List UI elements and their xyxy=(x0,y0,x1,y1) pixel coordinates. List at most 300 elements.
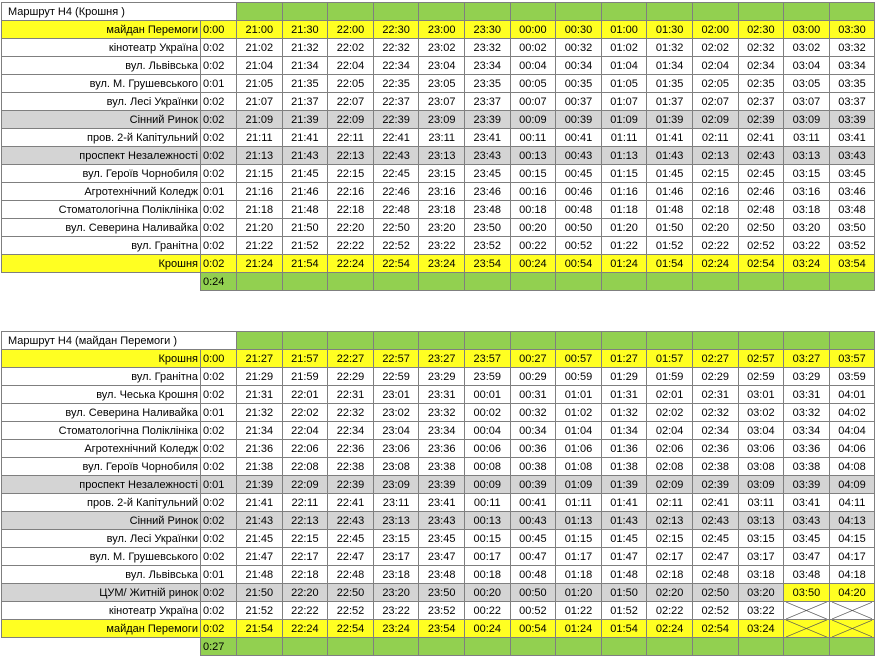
departure-time: 01:50 xyxy=(601,584,647,602)
departure-time: 01:13 xyxy=(601,147,647,165)
stop-name: вул. Северина Наливайка xyxy=(2,219,201,237)
departure-time: 01:45 xyxy=(601,530,647,548)
departure-time: 22:54 xyxy=(328,620,374,638)
departure-time: 03:24 xyxy=(738,620,784,638)
departure-time: 03:41 xyxy=(829,129,875,147)
departure-time: 23:02 xyxy=(419,39,465,57)
departure-time: 22:02 xyxy=(282,404,328,422)
departure-time: 23:18 xyxy=(419,201,465,219)
footer-green-cell xyxy=(328,638,374,656)
departure-time: 03:50 xyxy=(829,219,875,237)
departure-time: 03:05 xyxy=(784,75,830,93)
route-title-row xyxy=(2,3,875,21)
departure-time: 00:04 xyxy=(510,57,556,75)
departure-time: 00:35 xyxy=(556,75,602,93)
departure-time: 02:11 xyxy=(647,494,693,512)
stop-row xyxy=(2,476,875,494)
departure-time: 23:02 xyxy=(373,404,419,422)
departure-time: 22:30 xyxy=(373,21,419,39)
departure-time: 01:20 xyxy=(601,219,647,237)
departure-time: 04:13 xyxy=(829,512,875,530)
total-duration-row xyxy=(2,638,875,656)
stop-name: вул. Гранітна xyxy=(2,237,201,255)
departure-time: 00:22 xyxy=(510,237,556,255)
departure-time: 23:04 xyxy=(373,422,419,440)
departure-time: 23:41 xyxy=(419,494,465,512)
departure-time: 03:00 xyxy=(784,21,830,39)
departure-time: 02:41 xyxy=(738,129,784,147)
stop-row xyxy=(2,219,875,237)
departure-time: 23:22 xyxy=(373,602,419,620)
departure-time: 02:04 xyxy=(647,422,693,440)
departure-time: 00:24 xyxy=(510,255,556,273)
departure-time: 21:30 xyxy=(282,21,328,39)
departure-time: 03:27 xyxy=(784,350,830,368)
departure-time: 01:05 xyxy=(601,75,647,93)
departure-time: 23:54 xyxy=(419,620,465,638)
departure-time: 01:24 xyxy=(556,620,602,638)
header-green-cell xyxy=(510,3,556,21)
departure-time: 04:20 xyxy=(829,584,875,602)
departure-time: 01:09 xyxy=(556,476,602,494)
departure-time: 03:24 xyxy=(784,255,830,273)
departure-time: 00:36 xyxy=(510,440,556,458)
departure-time: 23:38 xyxy=(419,458,465,476)
departure-time: 03:20 xyxy=(738,584,784,602)
departure-time: 04:06 xyxy=(829,440,875,458)
departure-time: 21:59 xyxy=(282,368,328,386)
departure-time: 02:32 xyxy=(738,39,784,57)
departure-time: 02:31 xyxy=(692,386,738,404)
stop-row xyxy=(2,368,875,386)
departure-time: 23:09 xyxy=(419,111,465,129)
departure-time: 21:22 xyxy=(237,237,283,255)
stop-interval: 0:02 xyxy=(201,165,237,183)
departure-time: 01:08 xyxy=(556,458,602,476)
departure-time: 21:38 xyxy=(237,458,283,476)
departure-time: 21:00 xyxy=(237,21,283,39)
departure-time: 03:01 xyxy=(738,386,784,404)
departure-time: 01:13 xyxy=(556,512,602,530)
stop-interval: 0:02 xyxy=(201,512,237,530)
stop-row xyxy=(2,237,875,255)
departure-time: 23:31 xyxy=(419,386,465,404)
footer-green-cell xyxy=(464,638,510,656)
footer-green-cell xyxy=(829,638,875,656)
departure-time: 21:41 xyxy=(237,494,283,512)
departure-time: 02:15 xyxy=(647,530,693,548)
stop-row xyxy=(2,440,875,458)
departure-time: 00:29 xyxy=(510,368,556,386)
departure-time: 02:52 xyxy=(738,237,784,255)
departure-time: 02:18 xyxy=(647,566,693,584)
header-green-cell xyxy=(556,3,602,21)
departure-time: 21:34 xyxy=(282,57,328,75)
departure-time: 22:11 xyxy=(328,129,374,147)
header-green-cell xyxy=(601,332,647,350)
stop-interval: 0:02 xyxy=(201,201,237,219)
departure-time: 02:00 xyxy=(692,21,738,39)
departure-time: 00:43 xyxy=(556,147,602,165)
stop-interval: 0:02 xyxy=(201,620,237,638)
departure-time: 22:09 xyxy=(282,476,328,494)
stop-row xyxy=(2,404,875,422)
schedule-table-to-kroshnia xyxy=(1,2,875,291)
departure-time: 04:18 xyxy=(829,566,875,584)
departure-time: 02:17 xyxy=(647,548,693,566)
departure-time: 23:11 xyxy=(419,129,465,147)
departure-time: 02:38 xyxy=(692,458,738,476)
departure-time: 21:54 xyxy=(237,620,283,638)
departure-time: 21:43 xyxy=(282,147,328,165)
stop-row xyxy=(2,183,875,201)
departure-time: 22:09 xyxy=(328,111,374,129)
footer-green-cell xyxy=(237,273,283,291)
stop-name: вул. М. Грушевського xyxy=(2,548,201,566)
footer-green-cell xyxy=(510,273,556,291)
departure-time: 02:50 xyxy=(738,219,784,237)
departure-time: 02:35 xyxy=(738,75,784,93)
footer-green-cell xyxy=(692,638,738,656)
departure-time: 22:48 xyxy=(328,566,374,584)
departure-time: 02:29 xyxy=(692,368,738,386)
departure-time: 03:13 xyxy=(784,147,830,165)
departure-time: 00:39 xyxy=(556,111,602,129)
departure-time: 02:48 xyxy=(738,201,784,219)
departure-time: 00:54 xyxy=(510,620,556,638)
departure-time: 00:45 xyxy=(510,530,556,548)
departure-time: 01:09 xyxy=(601,111,647,129)
departure-time: 03:34 xyxy=(784,422,830,440)
departure-time: 21:16 xyxy=(237,183,283,201)
departure-time: 22:32 xyxy=(373,39,419,57)
departure-time: 22:22 xyxy=(282,602,328,620)
footer-green-cell xyxy=(692,273,738,291)
departure-time: 22:15 xyxy=(282,530,328,548)
stop-interval: 0:02 xyxy=(201,368,237,386)
departure-time: 01:54 xyxy=(647,255,693,273)
departure-time: 04:09 xyxy=(829,476,875,494)
stop-name: кінотеатр Україна xyxy=(2,602,201,620)
header-green-cell xyxy=(556,332,602,350)
stop-name: вул. Львівська xyxy=(2,57,201,75)
departure-time: 01:59 xyxy=(647,368,693,386)
departure-time: 01:45 xyxy=(647,165,693,183)
stop-row xyxy=(2,386,875,404)
departure-time: 02:09 xyxy=(647,476,693,494)
departure-time: 23:48 xyxy=(419,566,465,584)
departure-time: 21:15 xyxy=(237,165,283,183)
departure-time: 01:04 xyxy=(601,57,647,75)
stop-name: Крошня xyxy=(2,350,201,368)
departure-time: 22:01 xyxy=(282,386,328,404)
departure-time: 22:36 xyxy=(328,440,374,458)
departure-time: 22:47 xyxy=(328,548,374,566)
header-green-cell xyxy=(328,332,374,350)
departure-time: 00:13 xyxy=(464,512,510,530)
departure-time: 23:30 xyxy=(464,21,510,39)
departure-time: 22:20 xyxy=(328,219,374,237)
stop-row xyxy=(2,602,875,620)
departure-time: 21:45 xyxy=(237,530,283,548)
departure-time: 22:22 xyxy=(328,237,374,255)
departure-time: 21:18 xyxy=(237,201,283,219)
footer-green-cell xyxy=(738,638,784,656)
departure-time: 03:50 xyxy=(784,584,830,602)
stop-interval: 0:01 xyxy=(201,183,237,201)
departure-time: 23:47 xyxy=(419,548,465,566)
departure-time: 00:34 xyxy=(510,422,556,440)
departure-time: 22:08 xyxy=(282,458,328,476)
departure-time: 02:04 xyxy=(692,57,738,75)
departure-time: 03:45 xyxy=(784,530,830,548)
stop-row xyxy=(2,147,875,165)
footer-blank xyxy=(2,638,201,656)
departure-time: 03:06 xyxy=(738,440,784,458)
stop-interval: 0:02 xyxy=(201,147,237,165)
stop-name: Крошня xyxy=(2,255,201,273)
no-trip-cell xyxy=(784,620,830,638)
departure-time: 00:45 xyxy=(556,165,602,183)
stop-interval: 0:02 xyxy=(201,494,237,512)
departure-time: 23:22 xyxy=(419,237,465,255)
header-green-cell xyxy=(237,3,283,21)
departure-time: 23:00 xyxy=(419,21,465,39)
departure-time: 02:20 xyxy=(647,584,693,602)
header-green-cell xyxy=(692,332,738,350)
departure-time: 00:01 xyxy=(464,386,510,404)
footer-green-cell xyxy=(784,638,830,656)
departure-time: 02:22 xyxy=(692,237,738,255)
departure-time: 23:16 xyxy=(419,183,465,201)
header-green-cell xyxy=(328,3,374,21)
departure-time: 00:39 xyxy=(510,476,556,494)
departure-time: 00:11 xyxy=(464,494,510,512)
departure-time: 01:34 xyxy=(647,57,693,75)
departure-time: 23:36 xyxy=(419,440,465,458)
departure-time: 21:41 xyxy=(282,129,328,147)
stop-interval: 0:00 xyxy=(201,21,237,39)
departure-time: 02:20 xyxy=(692,219,738,237)
departure-time: 23:15 xyxy=(373,530,419,548)
footer-green-cell xyxy=(829,273,875,291)
departure-time: 02:46 xyxy=(738,183,784,201)
departure-time: 21:57 xyxy=(282,350,328,368)
departure-time: 02:37 xyxy=(738,93,784,111)
header-green-cell xyxy=(464,332,510,350)
departure-time: 04:04 xyxy=(829,422,875,440)
departure-time: 00:34 xyxy=(556,57,602,75)
departure-time: 23:39 xyxy=(464,111,510,129)
departure-time: 02:02 xyxy=(692,39,738,57)
stop-row xyxy=(2,530,875,548)
departure-time: 01:22 xyxy=(556,602,602,620)
departure-time: 23:24 xyxy=(373,620,419,638)
route-title-row xyxy=(2,332,875,350)
stop-name: майдан Перемоги xyxy=(2,620,201,638)
stop-name: Сінний Ринок xyxy=(2,512,201,530)
departure-time: 03:16 xyxy=(784,183,830,201)
stop-name: ЦУМ/ Житній ринок xyxy=(2,584,201,602)
departure-time: 22:13 xyxy=(282,512,328,530)
departure-time: 03:30 xyxy=(829,21,875,39)
footer-green-cell xyxy=(373,273,419,291)
stop-row xyxy=(2,350,875,368)
footer-green-cell xyxy=(419,273,465,291)
departure-time: 23:32 xyxy=(464,39,510,57)
stop-name: вул. Гранітна xyxy=(2,368,201,386)
departure-time: 01:18 xyxy=(556,566,602,584)
departure-time: 03:20 xyxy=(784,219,830,237)
departure-time: 00:00 xyxy=(510,21,556,39)
departure-time: 21:32 xyxy=(237,404,283,422)
total-duration-row xyxy=(2,273,875,291)
departure-time: 00:18 xyxy=(464,566,510,584)
departure-time: 00:37 xyxy=(556,93,602,111)
departure-time: 23:18 xyxy=(373,566,419,584)
departure-time: 00:47 xyxy=(510,548,556,566)
header-green-cell xyxy=(237,332,283,350)
departure-time: 22:00 xyxy=(328,21,374,39)
departure-time: 22:37 xyxy=(373,93,419,111)
departure-time: 01:43 xyxy=(601,512,647,530)
departure-time: 23:57 xyxy=(464,350,510,368)
stop-name: майдан Перемоги xyxy=(2,21,201,39)
departure-time: 00:41 xyxy=(510,494,556,512)
schedule-table-to-maidan xyxy=(1,331,875,656)
stop-name: пров. 2-й Капітульний xyxy=(2,494,201,512)
header-green-cell xyxy=(784,332,830,350)
stop-name: вул. Северина Наливайка xyxy=(2,404,201,422)
stop-row xyxy=(2,566,875,584)
departure-time: 01:22 xyxy=(601,237,647,255)
departure-time: 03:48 xyxy=(829,201,875,219)
header-green-cell xyxy=(510,332,556,350)
stop-interval: 0:00 xyxy=(201,350,237,368)
departure-time: 01:15 xyxy=(601,165,647,183)
departure-time: 01:11 xyxy=(556,494,602,512)
departure-time: 04:08 xyxy=(829,458,875,476)
departure-time: 22:16 xyxy=(328,183,374,201)
departure-time: 01:18 xyxy=(601,201,647,219)
departure-time: 00:07 xyxy=(510,93,556,111)
departure-time: 01:36 xyxy=(601,440,647,458)
stop-row xyxy=(2,39,875,57)
stop-row xyxy=(2,422,875,440)
departure-time: 01:32 xyxy=(601,404,647,422)
departure-time: 00:17 xyxy=(464,548,510,566)
stop-row xyxy=(2,57,875,75)
departure-time: 23:20 xyxy=(419,219,465,237)
departure-time: 00:50 xyxy=(510,584,556,602)
stop-interval: 0:02 xyxy=(201,548,237,566)
departure-time: 22:24 xyxy=(328,255,374,273)
header-green-cell xyxy=(738,3,784,21)
departure-time: 23:08 xyxy=(373,458,419,476)
stop-row xyxy=(2,111,875,129)
departure-time: 01:04 xyxy=(556,422,602,440)
departure-time: 02:34 xyxy=(738,57,784,75)
departure-time: 03:08 xyxy=(738,458,784,476)
departure-time: 21:32 xyxy=(282,39,328,57)
departure-time: 21:47 xyxy=(237,548,283,566)
departure-time: 03:11 xyxy=(738,494,784,512)
departure-time: 23:11 xyxy=(373,494,419,512)
departure-time: 03:18 xyxy=(784,201,830,219)
stop-name: вул. Львівська xyxy=(2,566,201,584)
departure-time: 21:20 xyxy=(237,219,283,237)
departure-time: 23:48 xyxy=(464,201,510,219)
departure-time: 03:07 xyxy=(784,93,830,111)
departure-time: 02:32 xyxy=(692,404,738,422)
departure-time: 00:43 xyxy=(510,512,556,530)
departure-time: 02:39 xyxy=(692,476,738,494)
departure-time: 01:38 xyxy=(601,458,647,476)
departure-time: 04:11 xyxy=(829,494,875,512)
departure-time: 03:15 xyxy=(784,165,830,183)
departure-time: 21:09 xyxy=(237,111,283,129)
departure-time: 22:43 xyxy=(373,147,419,165)
stop-name: вул. Лесі Українки xyxy=(2,530,201,548)
departure-time: 23:09 xyxy=(373,476,419,494)
departure-time: 03:38 xyxy=(784,458,830,476)
departure-time: 21:46 xyxy=(282,183,328,201)
header-green-cell xyxy=(784,3,830,21)
stop-row xyxy=(2,21,875,39)
departure-time: 04:15 xyxy=(829,530,875,548)
stop-row xyxy=(2,584,875,602)
departure-time: 01:43 xyxy=(647,147,693,165)
departure-time: 00:52 xyxy=(510,602,556,620)
departure-time: 02:43 xyxy=(692,512,738,530)
departure-time: 01:41 xyxy=(601,494,647,512)
departure-time: 00:59 xyxy=(556,368,602,386)
departure-time: 00:50 xyxy=(556,219,602,237)
departure-time: 03:31 xyxy=(784,386,830,404)
stop-name: Агротехнічний Коледж xyxy=(2,183,201,201)
departure-time: 23:13 xyxy=(373,512,419,530)
departure-time: 01:20 xyxy=(556,584,602,602)
departure-time: 03:11 xyxy=(784,129,830,147)
departure-time: 03:32 xyxy=(784,404,830,422)
departure-time: 23:37 xyxy=(464,93,510,111)
footer-green-cell xyxy=(237,638,283,656)
departure-time: 01:24 xyxy=(601,255,647,273)
stop-name: Стоматологічна Поліклініка xyxy=(2,422,201,440)
departure-time: 02:52 xyxy=(692,602,738,620)
stop-interval: 0:02 xyxy=(201,129,237,147)
departure-time: 01:57 xyxy=(647,350,693,368)
departure-time: 02:15 xyxy=(692,165,738,183)
stop-interval: 0:01 xyxy=(201,566,237,584)
stop-row xyxy=(2,75,875,93)
departure-time: 22:52 xyxy=(328,602,374,620)
departure-time: 03:39 xyxy=(829,111,875,129)
departure-time: 21:05 xyxy=(237,75,283,93)
footer-green-cell xyxy=(784,273,830,291)
departure-time: 02:01 xyxy=(647,386,693,404)
stop-row xyxy=(2,129,875,147)
departure-time: 22:45 xyxy=(328,530,374,548)
stop-interval: 0:02 xyxy=(201,237,237,255)
departure-time: 21:13 xyxy=(237,147,283,165)
departure-time: 00:38 xyxy=(510,458,556,476)
departure-time: 21:54 xyxy=(282,255,328,273)
departure-time: 01:39 xyxy=(647,111,693,129)
footer-green-cell xyxy=(601,273,647,291)
header-green-cell xyxy=(647,332,693,350)
departure-time: 01:27 xyxy=(601,350,647,368)
